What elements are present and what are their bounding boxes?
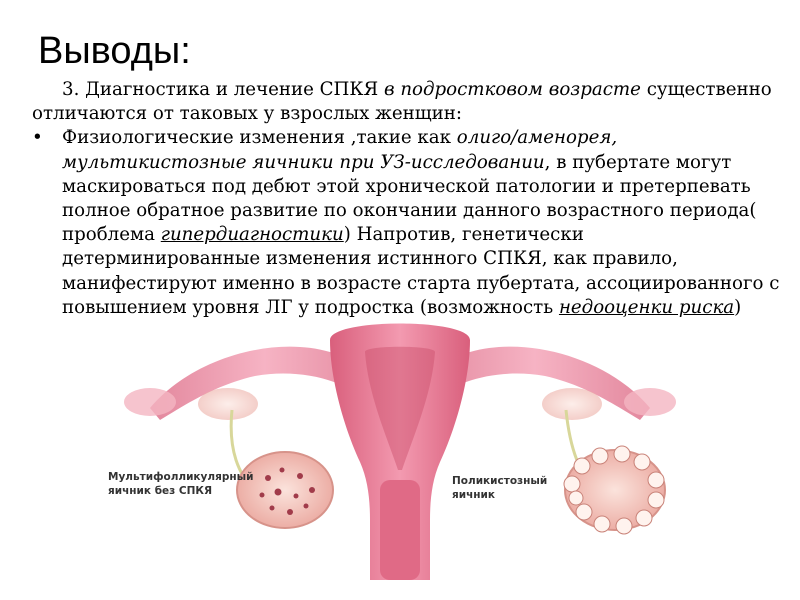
left-fimbria: [124, 388, 176, 416]
bullet-marker: •: [32, 127, 43, 149]
slide-body: [32, 78, 782, 320]
bullet-paragraph: • Физиологические изменения ,такие как олиго/аменорея, мультикистозные яичники при УЗ-исследовании, в пубертате могут маскироваться под дебют этой хронической патологии и претерпевать полное обратное развитие по окончании данного возрастного периода( проблема гипердиагностики) Напротив, генетически детерминированные изменения истинного СПКЯ, как правило, манифестируют именно в возрасте старта пубертата, ассоциированного с повышением уровня ЛГ у подростка (возможность недооценки риска): [32, 127, 780, 318]
intro-paragraph: 3. Диагностика и лечение СПКЯ в подростковом возрасте существенно отличаются от таковых у взрослых женщин:: [32, 79, 772, 125]
polycystic-ovary-section: [564, 446, 665, 534]
right-fimbria: [624, 388, 676, 416]
cervix: [380, 480, 420, 580]
risk-underestimation-term: недооценки риска: [558, 296, 735, 318]
hyperdiagnosis-term: гипердиагностики: [160, 224, 344, 246]
slide-title: Выводы:: [38, 30, 191, 72]
label-polycystic-ovary: Поликистозный яичник: [452, 475, 548, 501]
label-multifollicular-ovary: Мультифолликулярный яичник без СПКЯ: [108, 471, 254, 497]
